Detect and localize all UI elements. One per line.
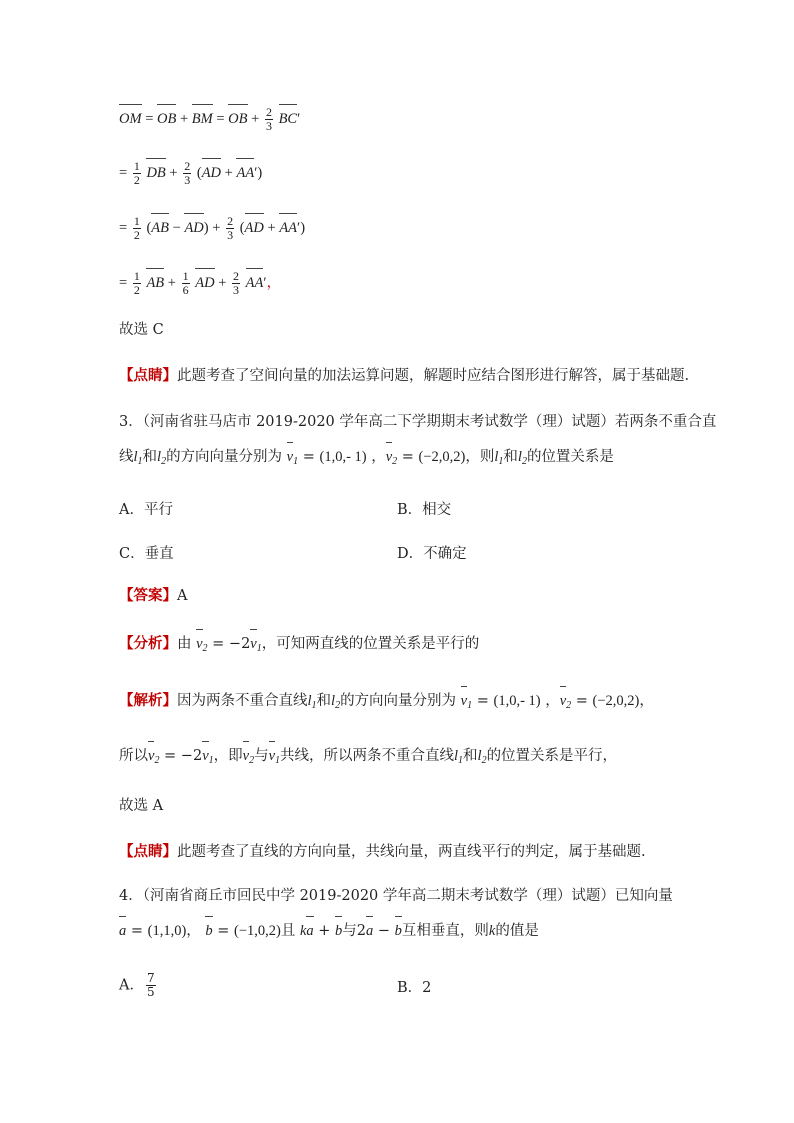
q3-answer: 【答案】A (119, 587, 188, 604)
fraction: $\frac{2}{3}$ (233, 269, 239, 297)
derivation-line-4: = $\frac{1}{2}$ AB + $\frac{1}{6}$ AD + $\frac{2}{3}$ AA′， (119, 269, 282, 297)
derivation-line-2: = $\frac{1}{2}$ DB + $\frac{2}{3}$ (AD + AA′) (119, 159, 263, 187)
derivation-line-3: = $\frac{1}{2}$ (AB − AD) + $\frac{2}{3}$ (AD + AA′) (119, 214, 306, 242)
vector-ad: AD (195, 274, 215, 291)
q3-option-a: A．平行 (119, 502, 173, 518)
derivation-line-1: OM = OB + BM = OB + $\frac{2}{3}$ BC′ (119, 105, 301, 133)
q3-option-b: B．相交 (397, 502, 452, 518)
vector-ad: AD (201, 164, 222, 181)
q3-solution-line-2: 所以$v_2 = -2v_1$，即$v_2$与$v_1$共线，所以两条不重合直线$l_1$和$l_2$的位置关系是平行， (119, 748, 618, 766)
q3-solution-line-1: 【解析】因为两条不重合直线$l_1$和$l_2$的方向向量分别为 $v_1 = (1,0,-$ 1) ，$v_2 = (-2,0,2)$， (119, 692, 654, 711)
vector-aa: AA (236, 164, 255, 181)
q3-comment: 【点睛】此题考查了直线的方向向量，共线向量，两直线平行的判定，属于基础题. (119, 843, 646, 860)
vector-bc: BC (278, 110, 298, 127)
answer-tag: 【答案】 (119, 587, 177, 604)
vector-ad-2: AD (244, 219, 264, 236)
comment-tag: 【点睛】 (119, 367, 177, 384)
fraction: $\frac{1}{6}$ (182, 269, 189, 297)
q3-option-d: D．不确定 (397, 546, 467, 562)
vector-aa: AA (279, 219, 298, 236)
q4-stem-line-1: 4．（河南省商丘市回民中学 2019-2020 学年高二期末考试数学（理）试题）已知向量 (119, 888, 673, 904)
vector-om: OM (119, 110, 142, 127)
q3-option-c: C．垂直 (119, 546, 174, 562)
q3-choose: 故选 A (119, 798, 164, 814)
q2-choose: 故选 C (119, 322, 164, 338)
fraction: $\frac{1}{2}$ (133, 159, 140, 187)
vector-ab: AB (146, 274, 165, 291)
vector-ab: AB (151, 219, 169, 236)
fraction: $\frac{2}{3}$ (184, 159, 191, 187)
vector-db: DB (146, 164, 166, 181)
q4-stem-line-2: a = (1,1,0)， b = (−1,0,2)且 ka + b与2a − b互相垂直，则k的值是 (119, 923, 539, 939)
q4-option-b: B．2 (397, 980, 432, 996)
q3-analysis: 【分析】由 $v_2 = -2v_1$，可知两直线的位置关系是平行的 (119, 635, 480, 654)
fraction: $\frac{1}{2}$ (133, 269, 140, 297)
vector-ob-2: OB (228, 110, 248, 127)
analysis-tag: 【分析】 (119, 635, 177, 652)
fraction: $\frac{2}{3}$ (227, 214, 234, 242)
q4-option-a: A． $\frac{7}{5}$ (119, 971, 155, 999)
solution-tag: 【解析】 (119, 692, 177, 709)
comment-tag: 【点睛】 (119, 843, 177, 860)
q2-comment: 【点睛】此题考查了空间向量的加法运算问题，解题时应结合图形进行解答，属于基础题. (119, 367, 690, 384)
vector-ad: AD (184, 219, 204, 236)
fraction: $\frac{1}{2}$ (133, 214, 140, 242)
q3-stem-line-1: 3．（河南省驻马店市 2019-2020 学年高二下学期期末考试数学（理）试题）若两条不重合直 (119, 414, 717, 430)
fraction: $\frac{7}{5}$ (146, 971, 155, 999)
vector-aa: AA (245, 274, 264, 291)
vector-bm: BM (191, 110, 213, 127)
fraction: $\frac{2}{3}$ (265, 105, 272, 133)
q3-stem-line-2: 线$l_1$和$l_2$的方向向量分别为 $v_1 = (1,0,-$ 1) ，$v_2 = (-2,0,2)$，则$l_1$和$l_2$的位置关系是 (119, 449, 614, 467)
vector-ob: OB (157, 110, 177, 127)
